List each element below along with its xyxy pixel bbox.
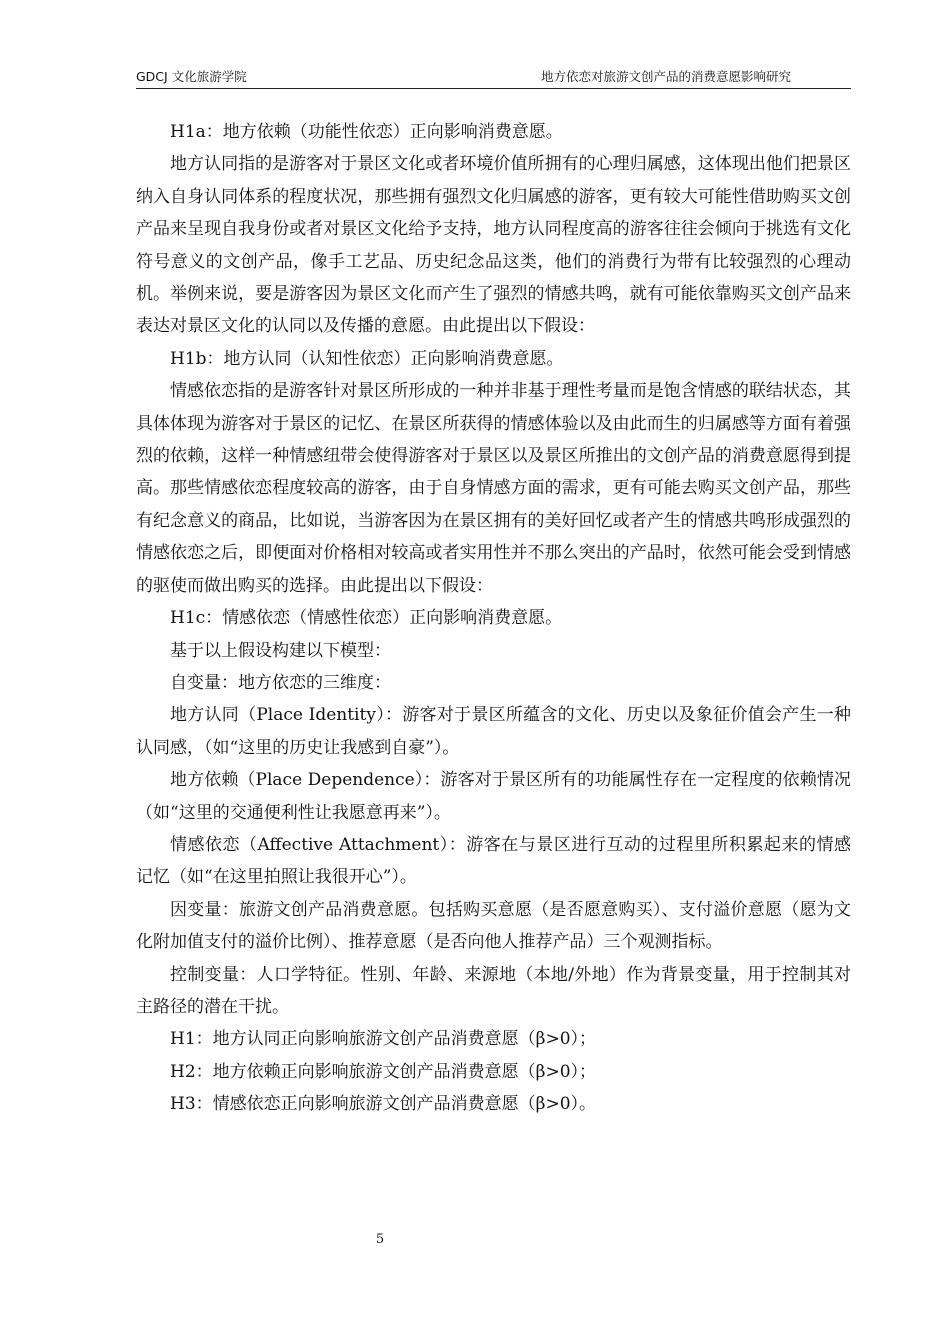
hypothesis-h1b: H1b：地方认同（认知性依恋）正向影响消费意愿。 [170, 348, 564, 369]
page-header [136, 66, 851, 89]
hypothesis-h3: H3：情感依恋正向影响旅游文创产品消费意愿（β>0）。 [170, 1094, 597, 1115]
header-title: 地方依恋对旅游文创产品的消费意愿影响研究 [540, 69, 791, 84]
item-place-identity: 地方认同（Place Identity）：游客对于景区所蕴含的文化、历史以及象征价值会产生一种认同感，（如“这里的历史让我感到自豪”）。 [136, 705, 851, 758]
item-place-dependence: 地方依赖（Place Dependence）：游客对于景区所有的功能属性存在一定程度的依赖情况（如“这里的交通便利性让我愿意再来”）。 [136, 770, 851, 823]
body-text [136, 116, 851, 1121]
hypothesis-h2: H2：地方依赖正向影响旅游文创产品消费意愿（β>0）； [170, 1061, 597, 1082]
hypothesis-h1c: H1c：情感依恋（情感性依恋）正向影响消费意愿。 [170, 608, 563, 629]
control-variables: 控制变量：人口学特征。性别、年龄、来源地（本地/外地）作为背景变量，用于控制其对主路径的潜在干扰。 [136, 964, 851, 1017]
paragraph-place-identity: 地方认同指的是游客对于景区文化或者环境价值所拥有的心理归属感，这体现出他们把景区纳入自身认同体系的程度状况，那些拥有强烈文化归属感的游客，更有较大可能性借助购买文创产品来呈现自我身份或者对景区文化给予支持，地方认同程度高的游客往往会倾向于挑选有文化符号意义的文创产品，像手工艺品、历史纪念品这类，他们的消费行为带有比较强烈的心理动机。举例来说，要是游客因为景区文化而产生了强烈的情感共鸣，就有可能依靠购买文创产品来表达对景区文化的认同以及传播的意愿。由此提出以下假设： [136, 154, 851, 337]
hypothesis-h1a: H1a：地方依赖（功能性依恋）正向影响消费意愿。 [170, 122, 563, 142]
model-intro: 基于以上假设构建以下模型： [170, 640, 391, 661]
hypothesis-h1: H1：地方认同正向影响旅游文创产品消费意愿（β>0）； [170, 1029, 597, 1050]
page-number: 5 [375, 1232, 385, 1247]
independent-variable-heading: 自变量：地方依恋的三维度： [170, 672, 391, 693]
item-affective-attachment: 情感依恋（Affective Attachment）：游客在与景区进行互动的过程里所积累起来的情感记忆（如“在这里拍照让我很开心”）。 [136, 834, 851, 888]
header-institution: GDCJ 文化旅游学院 [136, 69, 247, 84]
dependent-variable: 因变量：旅游文创产品消费意愿。包括购买意愿（是否愿意购买）、支付溢价意愿（愿为文化附加值支付的溢价比例）、推荐意愿（是否向他人推荐产品）三个观测指标。 [136, 899, 851, 953]
paragraph-affective-attachment: 情感依恋指的是游客针对景区所形成的一种并非基于理性考量而是饱含情感的联结状态，其具体体现为游客对于景区的记忆、在景区所获得的情感体验以及由此而生的归属感等方面有着强烈的依赖，这样一种情感纽带会使得游客对于景区以及景区所推出的文创产品的消费意愿得到提高。那些情感依恋程度较高的游客，由于自身情感方面的需求，更有可能去购买文创产品，那些有纪念意义的商品，比如说，当游客因为在景区拥有的美好回忆或者产生的情感共鸣形成强烈的情感依恋之后，即便面对价格相对较高或者实用性并不那么突出的产品时，依然可能会受到情感的驱使而做出购买的选择。由此提出以下假设： [136, 381, 851, 596]
